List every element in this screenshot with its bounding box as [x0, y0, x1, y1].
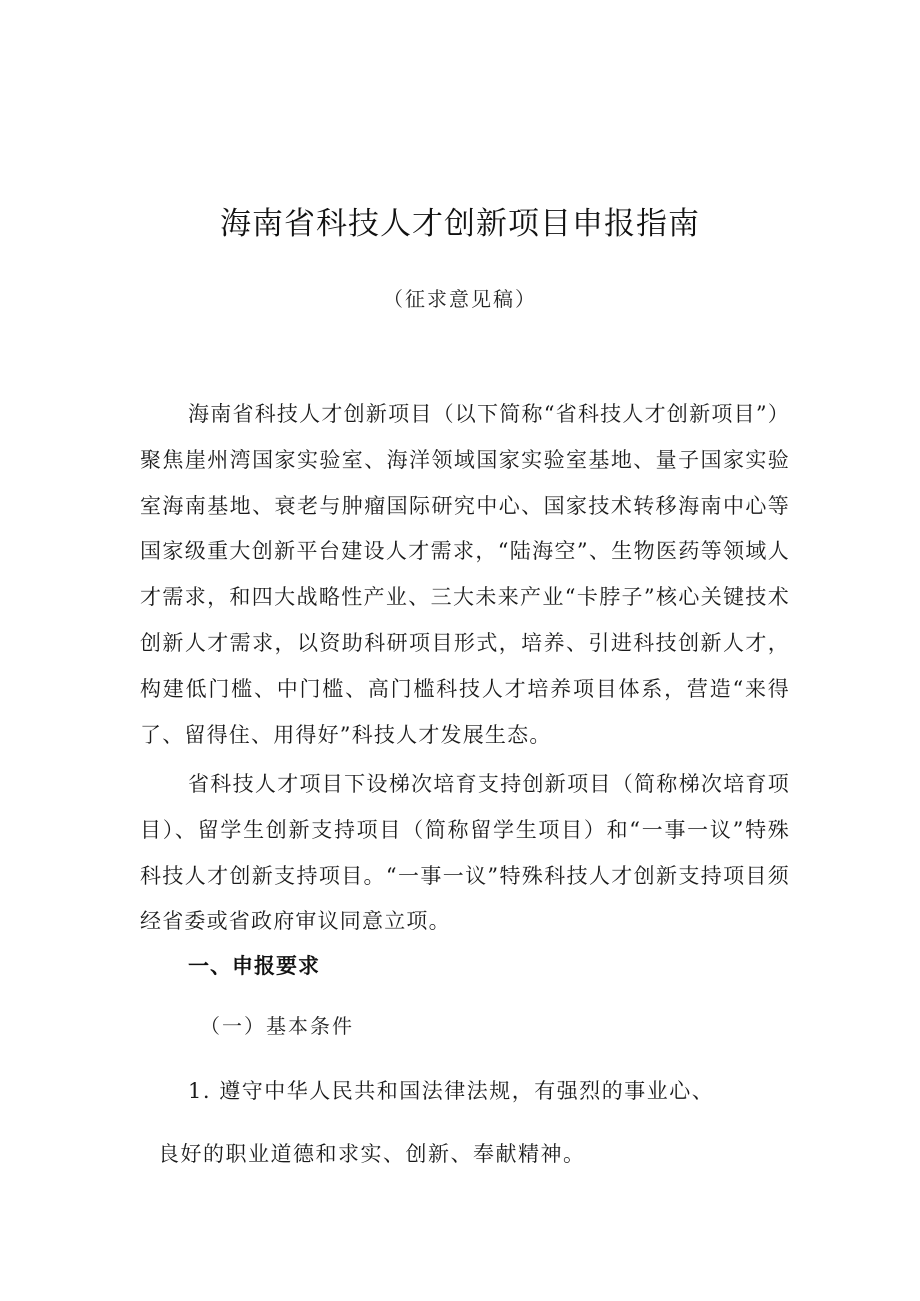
paragraph-intro: 海南省科技人才创新项目（以下简称“省科技人才创新项目”）聚焦崖州湾国家实验室、海洋领域国家实验室基地、量子国家实验室海南基地、衰老与肿瘤国际研究中心、国家技术转移海南中心等国家级重大创新平台建设人才需求，“陆海空”、生物医药等领域人才需求，和四大战略性产业、三大未来产业“卡脖子”核心关键技术创新人才需求，以资助科研项目形式，培养、引进科技创新人才，构建低门槛、中门槛、高门槛科技人才培养项目体系，营造“来得了、留得住、用得好”科技人才发展生态。 — [140, 402, 790, 747]
paragraph-subprojects: 省科技人才项目下设梯次培育支持创新项目（简称梯次培育项目）、留学生创新支持项目（简称留学生项目）和“一事一议”特殊科技人才创新支持项目。“一事一议”特殊科技人才创新支持项目须经省委或省政府审议同意立项。 — [140, 772, 790, 934]
section-heading: 一、申报要求 — [188, 954, 320, 978]
document-title: 海南省科技人才创新项目申报指南 — [220, 206, 700, 242]
document-subtitle: （征求意见稿） — [383, 287, 537, 311]
subsection-heading: （一）基本条件 — [200, 1014, 354, 1038]
list-item-1-line-2: 良好的职业道德和求实、创新、奉献精神。 — [158, 1142, 586, 1166]
list-item-1-line-1: 1. 遵守中华人民共和国法律法规，有强烈的事业心、 — [188, 1079, 715, 1103]
